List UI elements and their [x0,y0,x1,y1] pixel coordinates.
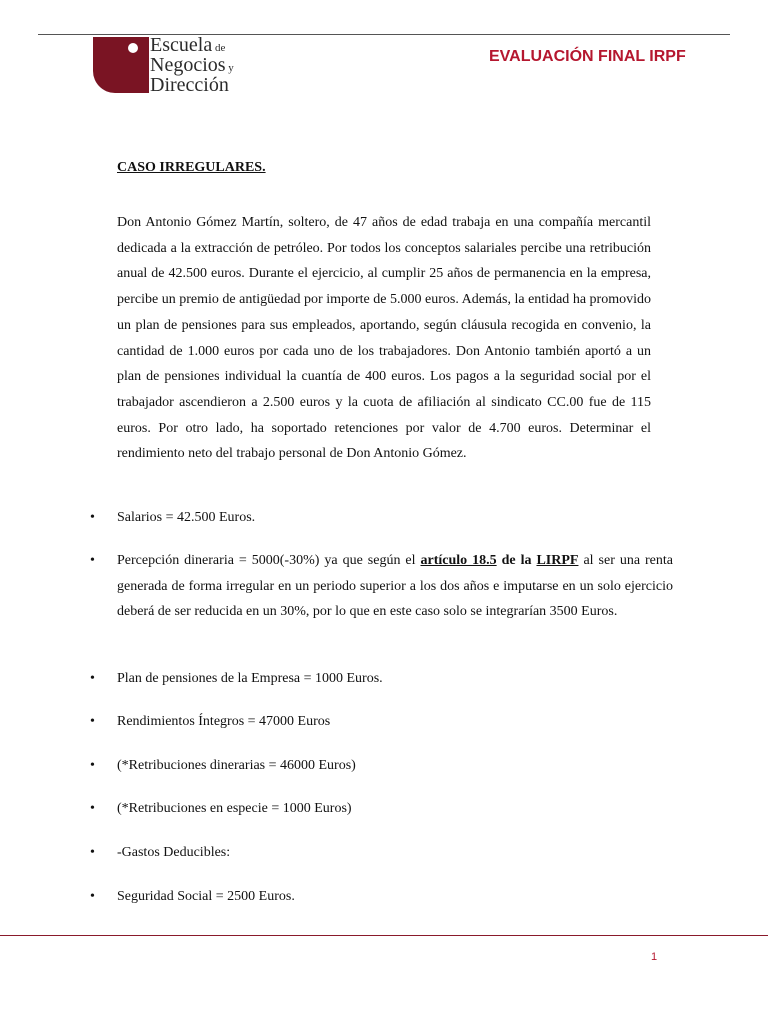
logo-line-1: Escuela de [150,34,226,56]
logo-emblem [93,37,149,93]
bullet-icon: • [90,671,95,686]
list-item-seguridad-social [90,884,673,910]
list-item-retribuciones-especie [90,796,673,822]
list-item-text: -Gastos Deducibles: [117,845,231,860]
header-top-rule [38,34,730,35]
school-logo [93,34,253,96]
list-item-text: Rendimientos Íntegros = 47000 Euros [117,714,331,729]
list-item-text: (*Retribuciones dinerarias = 46000 Euros) [117,758,356,773]
bullet-icon: • [90,801,95,816]
list-item-percepcion [90,548,673,625]
list-item-text-continued: al ser una renta generada de forma irregular en un periodo superior a los dos años e imputarse en un solo ejercicio deberá de ser reducida en un 30%, por lo que en este caso solo se integrarían 3500 Euros. [117,553,673,619]
page-number: 1 [651,951,658,963]
list-item-gastos-deducibles [90,840,673,866]
logo-line-2: Negocios y [150,54,234,76]
list-item-text: (*Retribuciones en especie = 1000 Euros) [117,801,352,816]
logo-wordmark [150,34,234,96]
bullet-icon: • [90,845,95,860]
article-reference: artículo 18.5 [420,553,497,568]
bullet-icon: • [90,714,95,729]
document-title: EVALUACIÓN FINAL IRPF [489,48,686,65]
list-item-text: Seguridad Social = 2500 Euros. [117,889,295,904]
list-item-text: Percepción dineraria = 5000(-30%) ya que según el [117,553,421,568]
article-connector: de la [496,553,537,568]
list-item-text: Salarios = 42.500 Euros. [117,510,256,525]
law-reference: LIRPF [536,553,579,568]
bullet-icon: • [90,758,95,773]
bullet-icon: • [90,889,95,904]
list-item-retribuciones-dinerarias [90,753,673,779]
logo-line-3: Dirección [150,74,229,96]
logo-dot-icon [128,43,138,53]
footer-rule [0,935,768,936]
section-title: CASO IRREGULARES. [117,160,266,175]
case-statement-paragraph: Don Antonio Gómez Martín, soltero, de 47 años de edad trabaja en una compañía mercantil dedicada a la extracción de petróleo. Por todos los conceptos salariales percibe una retribución anual de 42.500 euros. Durante el ejercicio, al cumplir 25 años de permanencia en la empresa, percibe un premio de antigüedad por importe de 5.000 euros. Además, la entidad ha promovido un plan de pensiones para sus empleados, aportando, según cláusula recogida en convenio, la cantidad de 1.000 euros por cada uno de los trabajadores. Don Antonio también aportó a un plan de pensiones individual la cuantía de 400 euros. Los pagos a la seguridad social por el trabajador ascendieron a 2.500 euros y la cuota de afiliación al sindicato CC.00 fue de 115 euros. Por otro lado, ha soportado retenciones por valor de 4.700 euros. Determinar el rendimiento neto del trabajo personal de Don Antonio Gómez. [117,215,651,462]
list-item-salarios [90,505,673,531]
bullet-icon: • [90,553,95,568]
list-item-rendimientos-integros [90,709,673,735]
bullet-icon: • [90,510,95,525]
list-item-text: Plan de pensiones de la Empresa = 1000 Euros. [117,671,383,686]
list-item-plan-pensiones [90,666,673,692]
